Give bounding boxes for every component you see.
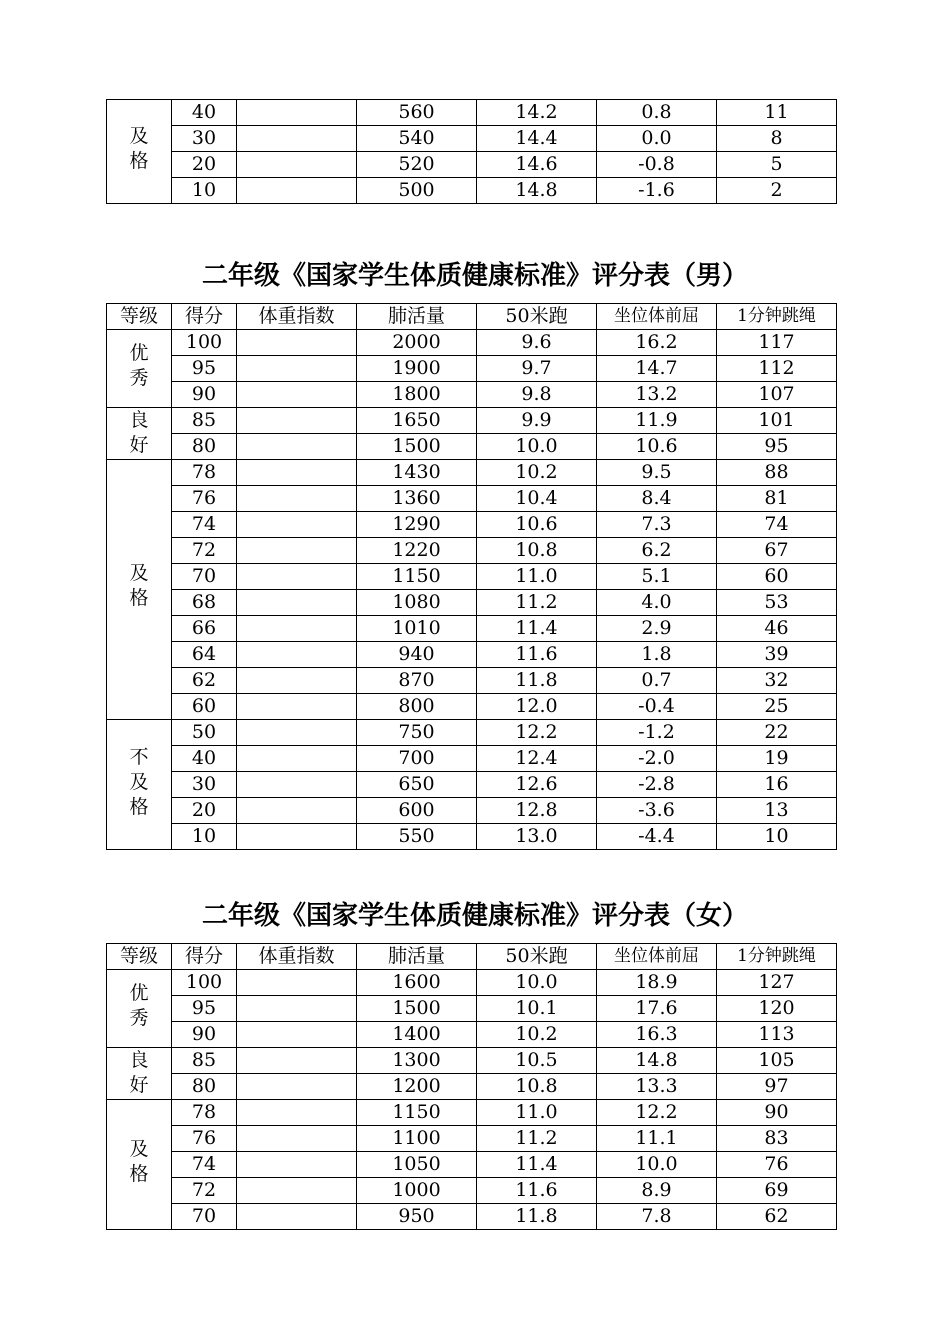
sit-and-reach-cell: 0.7 — [597, 668, 717, 694]
bmi-cell — [237, 486, 357, 512]
vital-capacity-cell: 700 — [357, 746, 477, 772]
vital-capacity-cell: 1000 — [357, 1178, 477, 1204]
vital-capacity-cell: 1360 — [357, 486, 477, 512]
table-row — [107, 1048, 837, 1074]
grade-label-char: 秀 — [129, 1007, 149, 1029]
rope-skip-cell: 83 — [717, 1126, 837, 1152]
rope-skip-cell: 95 — [717, 434, 837, 460]
rope-skip-cell: 16 — [717, 772, 837, 798]
sprint-50m-cell: 10.4 — [477, 486, 597, 512]
table-row — [107, 1152, 837, 1178]
bmi-cell — [237, 382, 357, 408]
grade-cell — [107, 408, 172, 460]
bmi-cell — [237, 694, 357, 720]
sprint-50m-cell: 14.6 — [477, 152, 597, 178]
rope-skip-cell: 32 — [717, 668, 837, 694]
sprint-50m-cell: 10.5 — [477, 1048, 597, 1074]
sit-and-reach-cell: 16.3 — [597, 1022, 717, 1048]
score-cell: 78 — [172, 460, 237, 486]
rope-skip-cell: 90 — [717, 1100, 837, 1126]
bmi-cell — [237, 1126, 357, 1152]
vital-capacity-cell: 940 — [357, 642, 477, 668]
grade-cell — [107, 330, 172, 408]
score-cell: 20 — [172, 152, 237, 178]
table-row — [107, 996, 837, 1022]
vital-capacity-cell: 550 — [357, 824, 477, 850]
grade-cell — [107, 1048, 172, 1100]
bmi-cell — [237, 178, 357, 204]
score-cell: 100 — [172, 970, 237, 996]
vital-capacity-cell: 1150 — [357, 564, 477, 590]
sprint-50m-cell: 11.8 — [477, 668, 597, 694]
bmi-cell — [237, 330, 357, 356]
bmi-cell — [237, 798, 357, 824]
grade-label-char: 及 — [129, 1138, 149, 1160]
score-cell: 40 — [172, 100, 237, 126]
sit-and-reach-cell: 10.6 — [597, 434, 717, 460]
sprint-50m-cell: 11.6 — [477, 1178, 597, 1204]
table-row — [107, 1178, 837, 1204]
grade-cell — [107, 460, 172, 720]
vital-capacity-cell: 1600 — [357, 970, 477, 996]
vital-capacity-cell: 540 — [357, 126, 477, 152]
grade-cell — [107, 720, 172, 850]
sit-and-reach-cell: -0.8 — [597, 152, 717, 178]
table-row — [107, 694, 837, 720]
table-row — [107, 330, 837, 356]
bmi-cell — [237, 1204, 357, 1230]
bmi-cell — [237, 642, 357, 668]
sprint-50m-cell: 10.2 — [477, 1022, 597, 1048]
score-cell: 80 — [172, 1074, 237, 1100]
table-row — [107, 564, 837, 590]
header-row — [107, 944, 837, 970]
sprint-50m-cell: 10.8 — [477, 538, 597, 564]
grade-label-char: 及 — [129, 562, 149, 584]
rope-skip-cell: 25 — [717, 694, 837, 720]
boys-score-table — [106, 303, 837, 850]
score-cell: 40 — [172, 746, 237, 772]
bmi-cell — [237, 668, 357, 694]
bmi-cell — [237, 996, 357, 1022]
score-cell: 62 — [172, 668, 237, 694]
score-cell: 70 — [172, 564, 237, 590]
rope-skip-cell: 22 — [717, 720, 837, 746]
table-row — [107, 1100, 837, 1126]
sprint-50m-cell: 11.2 — [477, 1126, 597, 1152]
table-row — [107, 538, 837, 564]
score-cell: 50 — [172, 720, 237, 746]
grade-label-char: 优 — [129, 982, 149, 1004]
grade-label-char: 格 — [129, 587, 149, 609]
sprint-50m-cell: 11.4 — [477, 616, 597, 642]
column-header: 50米跑 — [477, 304, 597, 330]
sprint-50m-cell: 10.6 — [477, 512, 597, 538]
rope-skip-cell: 69 — [717, 1178, 837, 1204]
vital-capacity-cell: 1080 — [357, 590, 477, 616]
rope-skip-cell: 60 — [717, 564, 837, 590]
score-cell: 90 — [172, 1022, 237, 1048]
sit-and-reach-cell: -1.2 — [597, 720, 717, 746]
vital-capacity-cell: 1290 — [357, 512, 477, 538]
vital-capacity-cell: 2000 — [357, 330, 477, 356]
sit-and-reach-cell: 13.3 — [597, 1074, 717, 1100]
boys-table-title: 二年级《国家学生体质健康标准》评分表（男） — [201, 261, 748, 291]
table-row — [107, 152, 837, 178]
sprint-50m-cell: 11.4 — [477, 1152, 597, 1178]
vital-capacity-cell: 870 — [357, 668, 477, 694]
vital-capacity-cell: 1400 — [357, 1022, 477, 1048]
rope-skip-cell: 74 — [717, 512, 837, 538]
vital-capacity-cell: 560 — [357, 100, 477, 126]
sit-and-reach-cell: -1.6 — [597, 178, 717, 204]
table-row — [107, 720, 837, 746]
sit-and-reach-cell: 13.2 — [597, 382, 717, 408]
table-row — [107, 1022, 837, 1048]
sit-and-reach-cell: 0.0 — [597, 126, 717, 152]
sit-and-reach-cell: 8.9 — [597, 1178, 717, 1204]
sprint-50m-cell: 10.0 — [477, 970, 597, 996]
score-cell: 10 — [172, 824, 237, 850]
bmi-cell — [237, 746, 357, 772]
bmi-cell — [237, 590, 357, 616]
score-cell: 76 — [172, 1126, 237, 1152]
vital-capacity-cell: 950 — [357, 1204, 477, 1230]
grade-label-char: 好 — [129, 434, 149, 456]
column-header: 得分 — [172, 944, 237, 970]
sprint-50m-cell: 12.8 — [477, 798, 597, 824]
bmi-cell — [237, 538, 357, 564]
bmi-cell — [237, 408, 357, 434]
rope-skip-cell: 113 — [717, 1022, 837, 1048]
vital-capacity-cell: 500 — [357, 178, 477, 204]
grade-label-char: 好 — [129, 1074, 149, 1096]
table-row — [107, 590, 837, 616]
grade-label-char: 良 — [129, 409, 149, 431]
score-cell: 72 — [172, 538, 237, 564]
rope-skip-cell: 62 — [717, 1204, 837, 1230]
rope-skip-cell: 120 — [717, 996, 837, 1022]
score-cell: 74 — [172, 512, 237, 538]
score-cell: 64 — [172, 642, 237, 668]
score-cell: 95 — [172, 356, 237, 382]
column-header: 肺活量 — [357, 944, 477, 970]
table-row — [107, 1126, 837, 1152]
sprint-50m-cell: 9.7 — [477, 356, 597, 382]
table-row — [107, 772, 837, 798]
column-header: 1分钟跳绳 — [717, 944, 837, 970]
sit-and-reach-cell: 14.7 — [597, 356, 717, 382]
sit-and-reach-cell: 14.8 — [597, 1048, 717, 1074]
score-cell: 78 — [172, 1100, 237, 1126]
vital-capacity-cell: 1010 — [357, 616, 477, 642]
vital-capacity-cell: 1500 — [357, 996, 477, 1022]
vital-capacity-cell: 600 — [357, 798, 477, 824]
sit-and-reach-cell: 10.0 — [597, 1152, 717, 1178]
score-cell: 72 — [172, 1178, 237, 1204]
sprint-50m-cell: 11.2 — [477, 590, 597, 616]
rope-skip-cell: 97 — [717, 1074, 837, 1100]
score-cell: 85 — [172, 408, 237, 434]
score-cell: 10 — [172, 178, 237, 204]
rope-skip-cell: 117 — [717, 330, 837, 356]
score-cell: 74 — [172, 1152, 237, 1178]
sprint-50m-cell: 14.2 — [477, 100, 597, 126]
bmi-cell — [237, 1152, 357, 1178]
table-row — [107, 100, 837, 126]
vital-capacity-cell: 800 — [357, 694, 477, 720]
sprint-50m-cell: 12.0 — [477, 694, 597, 720]
sprint-50m-cell: 12.6 — [477, 772, 597, 798]
sit-and-reach-cell: 16.2 — [597, 330, 717, 356]
sprint-50m-cell: 11.0 — [477, 1100, 597, 1126]
score-cell: 100 — [172, 330, 237, 356]
sit-and-reach-cell: 0.8 — [597, 100, 717, 126]
table-row — [107, 642, 837, 668]
bmi-cell — [237, 720, 357, 746]
sprint-50m-cell: 10.1 — [477, 996, 597, 1022]
sprint-50m-cell: 10.0 — [477, 434, 597, 460]
bmi-cell — [237, 1048, 357, 1074]
rope-skip-cell: 67 — [717, 538, 837, 564]
sprint-50m-cell: 10.2 — [477, 460, 597, 486]
table-row — [107, 746, 837, 772]
rope-skip-cell: 81 — [717, 486, 837, 512]
table-row — [107, 970, 837, 996]
sit-and-reach-cell: -3.6 — [597, 798, 717, 824]
column-header: 体重指数 — [237, 304, 357, 330]
score-cell: 60 — [172, 694, 237, 720]
sprint-50m-cell: 9.6 — [477, 330, 597, 356]
column-header: 坐位体前屈 — [597, 304, 717, 330]
rope-skip-cell: 13 — [717, 798, 837, 824]
grade-cell — [107, 970, 172, 1048]
sit-and-reach-cell: 11.1 — [597, 1126, 717, 1152]
bmi-cell — [237, 1022, 357, 1048]
table-row — [107, 382, 837, 408]
bmi-cell — [237, 152, 357, 178]
grade-label-char: 良 — [129, 1049, 149, 1071]
score-cell: 76 — [172, 486, 237, 512]
rope-skip-cell: 19 — [717, 746, 837, 772]
column-header: 等级 — [107, 304, 172, 330]
vital-capacity-cell: 1220 — [357, 538, 477, 564]
bmi-cell — [237, 460, 357, 486]
sit-and-reach-cell: -4.4 — [597, 824, 717, 850]
sprint-50m-cell: 11.6 — [477, 642, 597, 668]
rope-skip-cell: 2 — [717, 178, 837, 204]
table-row — [107, 824, 837, 850]
sprint-50m-cell: 10.8 — [477, 1074, 597, 1100]
rope-skip-cell: 53 — [717, 590, 837, 616]
sprint-50m-cell: 9.9 — [477, 408, 597, 434]
rope-skip-cell: 105 — [717, 1048, 837, 1074]
sprint-50m-cell: 11.8 — [477, 1204, 597, 1230]
bmi-cell — [237, 1074, 357, 1100]
score-cell: 20 — [172, 798, 237, 824]
grade-label-char: 及 — [129, 125, 149, 147]
grade-cell — [107, 1100, 172, 1230]
table-row — [107, 178, 837, 204]
sit-and-reach-cell: 8.4 — [597, 486, 717, 512]
vital-capacity-cell: 1050 — [357, 1152, 477, 1178]
table-row — [107, 798, 837, 824]
column-header: 得分 — [172, 304, 237, 330]
score-cell: 30 — [172, 772, 237, 798]
rope-skip-cell: 46 — [717, 616, 837, 642]
vital-capacity-cell: 1300 — [357, 1048, 477, 1074]
girls-score-table — [106, 943, 837, 1230]
rope-skip-cell: 101 — [717, 408, 837, 434]
score-cell: 80 — [172, 434, 237, 460]
sit-and-reach-cell: 2.9 — [597, 616, 717, 642]
vital-capacity-cell: 1150 — [357, 1100, 477, 1126]
sprint-50m-cell: 14.4 — [477, 126, 597, 152]
rope-skip-cell: 11 — [717, 100, 837, 126]
vital-capacity-cell: 520 — [357, 152, 477, 178]
column-header: 坐位体前屈 — [597, 944, 717, 970]
sprint-50m-cell: 11.0 — [477, 564, 597, 590]
rope-skip-cell: 76 — [717, 1152, 837, 1178]
score-cell: 95 — [172, 996, 237, 1022]
vital-capacity-cell: 1100 — [357, 1126, 477, 1152]
sprint-50m-cell: 9.8 — [477, 382, 597, 408]
grade-label-char: 格 — [129, 796, 149, 818]
table-row — [107, 126, 837, 152]
bmi-cell — [237, 564, 357, 590]
sit-and-reach-cell: 4.0 — [597, 590, 717, 616]
score-cell: 30 — [172, 126, 237, 152]
score-cell: 85 — [172, 1048, 237, 1074]
bmi-cell — [237, 356, 357, 382]
rope-skip-cell: 5 — [717, 152, 837, 178]
table-row — [107, 434, 837, 460]
bmi-cell — [237, 512, 357, 538]
rope-skip-cell: 8 — [717, 126, 837, 152]
table-row — [107, 668, 837, 694]
bmi-cell — [237, 616, 357, 642]
rope-skip-cell: 112 — [717, 356, 837, 382]
score-cell: 68 — [172, 590, 237, 616]
bmi-cell — [237, 126, 357, 152]
grade-label-char: 及 — [129, 771, 149, 793]
sprint-50m-cell: 12.4 — [477, 746, 597, 772]
vital-capacity-cell: 1500 — [357, 434, 477, 460]
grade-label-char: 格 — [129, 150, 149, 172]
sit-and-reach-cell: 9.5 — [597, 460, 717, 486]
sit-and-reach-cell: -2.0 — [597, 746, 717, 772]
sit-and-reach-cell: 6.2 — [597, 538, 717, 564]
column-header: 肺活量 — [357, 304, 477, 330]
sit-and-reach-cell: 7.8 — [597, 1204, 717, 1230]
sit-and-reach-cell: 17.6 — [597, 996, 717, 1022]
sprint-50m-cell: 13.0 — [477, 824, 597, 850]
bmi-cell — [237, 100, 357, 126]
vital-capacity-cell: 1200 — [357, 1074, 477, 1100]
table-row — [107, 1204, 837, 1230]
rope-skip-cell: 107 — [717, 382, 837, 408]
table-row — [107, 460, 837, 486]
header-row — [107, 304, 837, 330]
sit-and-reach-cell: 11.9 — [597, 408, 717, 434]
sit-and-reach-cell: 5.1 — [597, 564, 717, 590]
grade-cell — [107, 100, 172, 204]
rope-skip-cell: 39 — [717, 642, 837, 668]
rope-skip-cell: 88 — [717, 460, 837, 486]
vital-capacity-cell: 1430 — [357, 460, 477, 486]
table-row — [107, 1074, 837, 1100]
vital-capacity-cell: 650 — [357, 772, 477, 798]
grade-label-char: 格 — [129, 1163, 149, 1185]
table-row — [107, 486, 837, 512]
column-header: 体重指数 — [237, 944, 357, 970]
bmi-cell — [237, 1100, 357, 1126]
vital-capacity-cell: 1650 — [357, 408, 477, 434]
grade-label-char: 不 — [129, 746, 149, 768]
score-cell: 70 — [172, 1204, 237, 1230]
score-cell: 90 — [172, 382, 237, 408]
vital-capacity-cell: 1800 — [357, 382, 477, 408]
girls-table-title: 二年级《国家学生体质健康标准》评分表（女） — [201, 901, 748, 931]
bmi-cell — [237, 434, 357, 460]
sit-and-reach-cell: 1.8 — [597, 642, 717, 668]
column-header: 50米跑 — [477, 944, 597, 970]
table-row — [107, 512, 837, 538]
grade-label-char: 秀 — [129, 367, 149, 389]
grade-label-char: 优 — [129, 342, 149, 364]
table-row — [107, 408, 837, 434]
sit-and-reach-cell: -0.4 — [597, 694, 717, 720]
sit-and-reach-cell: 7.3 — [597, 512, 717, 538]
table-row — [107, 616, 837, 642]
rope-skip-cell: 10 — [717, 824, 837, 850]
column-header: 等级 — [107, 944, 172, 970]
sit-and-reach-cell: -2.8 — [597, 772, 717, 798]
vital-capacity-cell: 1900 — [357, 356, 477, 382]
sprint-50m-cell: 14.8 — [477, 178, 597, 204]
bmi-cell — [237, 1178, 357, 1204]
bmi-cell — [237, 824, 357, 850]
sit-and-reach-cell: 12.2 — [597, 1100, 717, 1126]
column-header: 1分钟跳绳 — [717, 304, 837, 330]
score-cell: 66 — [172, 616, 237, 642]
vital-capacity-cell: 750 — [357, 720, 477, 746]
top-score-table — [106, 99, 837, 204]
rope-skip-cell: 127 — [717, 970, 837, 996]
sprint-50m-cell: 12.2 — [477, 720, 597, 746]
sit-and-reach-cell: 18.9 — [597, 970, 717, 996]
bmi-cell — [237, 970, 357, 996]
bmi-cell — [237, 772, 357, 798]
table-row — [107, 356, 837, 382]
